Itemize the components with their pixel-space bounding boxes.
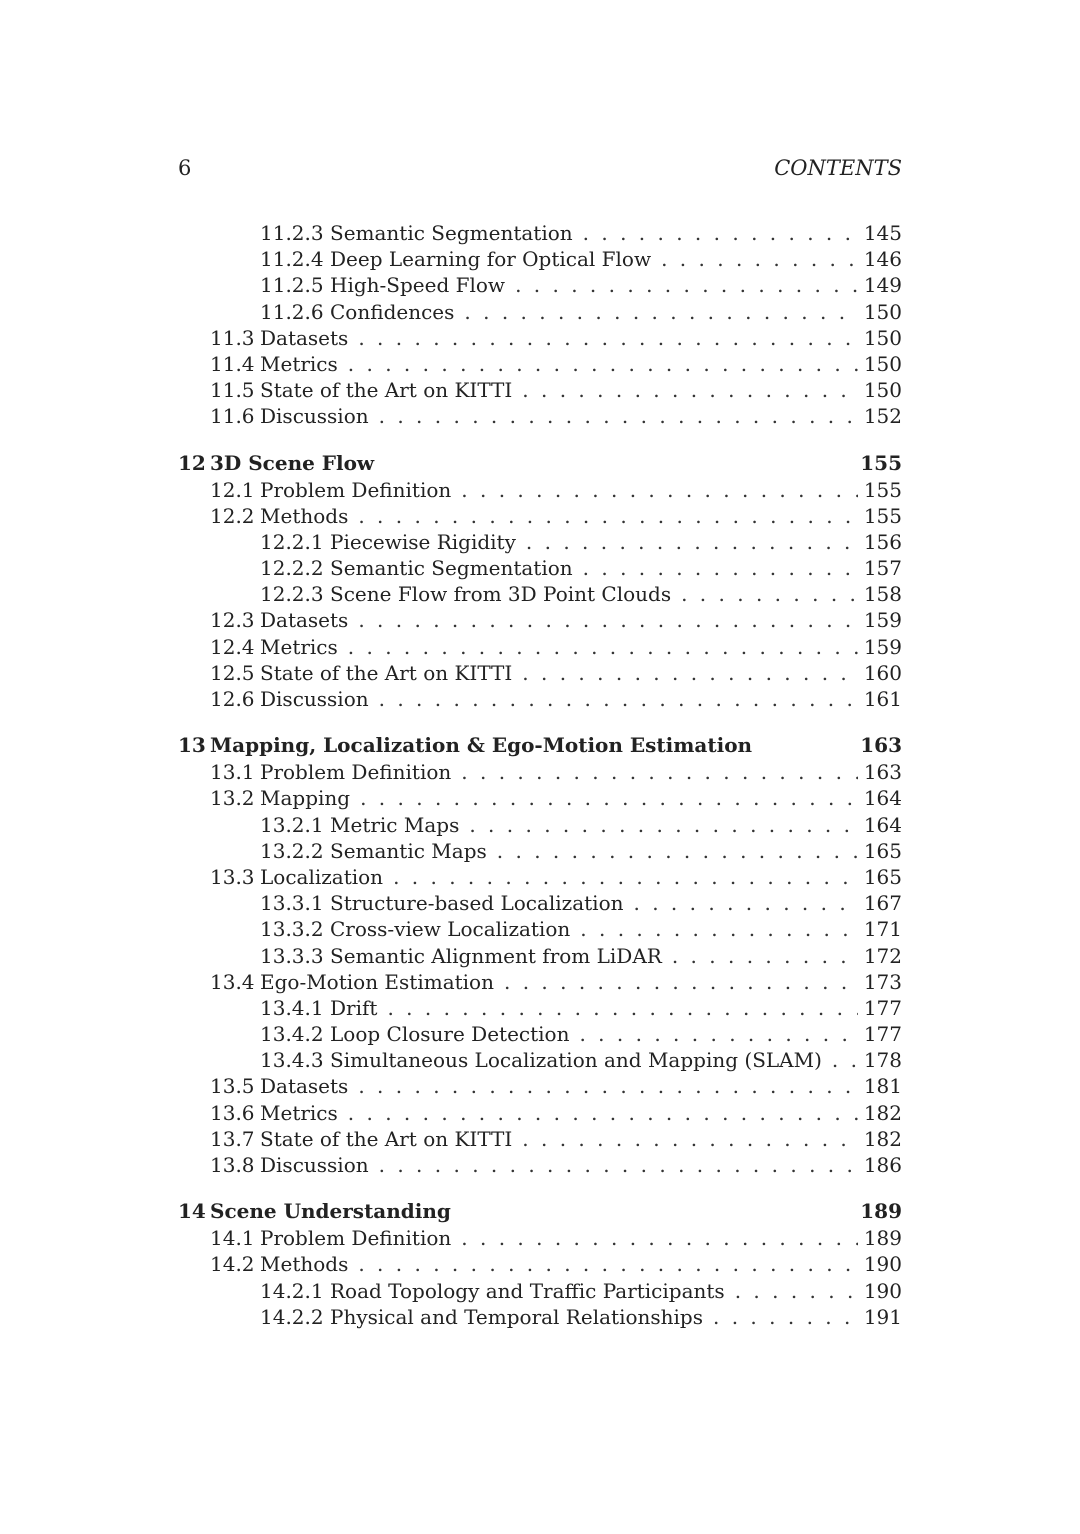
toc-leader-dots xyxy=(358,1251,857,1277)
toc-page-number: 182 xyxy=(863,1126,902,1151)
toc-page-number: 150 xyxy=(863,378,902,403)
toc-chapter-title: Scene Understanding xyxy=(210,1199,451,1224)
toc-entry-title: Loop Closure Detection xyxy=(330,1022,570,1047)
toc-section-entry xyxy=(178,503,902,529)
toc-leader-dots xyxy=(393,864,858,890)
toc-section-entry xyxy=(178,759,902,785)
toc-subsection-entry xyxy=(178,890,902,916)
toc-entry-number: 13.3.1 xyxy=(260,891,324,916)
toc-page-number: 150 xyxy=(863,351,902,376)
toc-chapter-entry xyxy=(178,732,902,759)
toc-leader-dots xyxy=(358,607,857,633)
toc-page-number: 190 xyxy=(863,1252,902,1277)
toc-entry-title: State of the Art on KITTI xyxy=(260,378,513,403)
toc-page-number: 145 xyxy=(863,221,902,245)
toc-subsection-entry xyxy=(178,529,902,555)
toc-page-number: 163 xyxy=(863,760,902,785)
toc-leader-dots xyxy=(634,890,858,916)
toc-leader-dots xyxy=(504,969,858,995)
toc-leader-dots xyxy=(497,838,858,864)
toc-page-number: 167 xyxy=(863,891,902,916)
toc-leader-dots xyxy=(522,377,858,403)
toc-page-number: 177 xyxy=(863,1022,902,1047)
toc-page-number: 181 xyxy=(863,1074,902,1099)
toc-leader-dots xyxy=(379,1152,858,1178)
toc-section-entry xyxy=(178,403,902,429)
toc-entry-number: 11.3 xyxy=(210,325,255,350)
toc-section-entry xyxy=(178,1225,902,1251)
toc-leader-dots xyxy=(348,351,858,377)
toc-subsection-entry xyxy=(178,1021,902,1047)
toc-page-number: 189 xyxy=(860,1199,902,1224)
toc-entry-title: Metrics xyxy=(260,1100,338,1125)
toc-entry-number: 13.7 xyxy=(210,1126,255,1151)
toc-page-number: 159 xyxy=(863,634,902,659)
toc-leader-dots xyxy=(348,1100,858,1126)
toc-entry-title: Mapping xyxy=(260,786,351,811)
toc-page-number: 155 xyxy=(860,450,902,475)
toc-leader-dots xyxy=(832,1047,858,1073)
toc-section-entry xyxy=(178,660,902,686)
page-number: 6 xyxy=(178,156,192,180)
toc-page-number: 177 xyxy=(863,995,902,1020)
toc-entry-number: 13.2.1 xyxy=(260,812,324,837)
toc-entry-title: Metric Maps xyxy=(330,812,460,837)
toc-entry-number: 11.2.5 xyxy=(260,273,324,298)
toc-entry-number: 12.4 xyxy=(210,634,255,659)
toc-entry-title: Datasets xyxy=(260,1074,349,1099)
toc-page-number: 155 xyxy=(863,477,902,502)
toc-page-number: 155 xyxy=(863,503,902,528)
toc-section-entry xyxy=(178,1100,902,1126)
toc-page-number: 152 xyxy=(863,404,902,429)
toc-entry-number: 13.3 xyxy=(210,864,255,889)
toc-leader-dots xyxy=(672,943,858,969)
toc-chapter-entry xyxy=(178,1198,902,1225)
toc-section-entry xyxy=(178,325,902,351)
toc-subsection-entry xyxy=(178,838,902,864)
toc-page-number: 171 xyxy=(863,917,902,942)
toc-entry-title: State of the Art on KITTI xyxy=(260,660,513,685)
table-of-contents xyxy=(178,220,902,1330)
toc-leader-dots xyxy=(379,686,858,712)
toc-subsection-entry xyxy=(178,812,902,838)
toc-entry-title: Discussion xyxy=(260,404,369,429)
toc-entry-title: High-Speed Flow xyxy=(330,273,506,298)
toc-leader-dots xyxy=(360,785,858,811)
toc-entry-title: Discussion xyxy=(260,1153,369,1177)
toc-entry-title: Discussion xyxy=(260,687,369,711)
toc-page-number: 189 xyxy=(863,1226,902,1251)
toc-chapter-title: Mapping, Localization & Ego-Motion Estimation xyxy=(210,733,753,758)
toc-page-number: 182 xyxy=(863,1100,902,1125)
toc-page-number: 178 xyxy=(863,1048,902,1073)
toc-entry-number: 11.4 xyxy=(210,351,255,376)
toc-entry-number: 12.1 xyxy=(210,477,255,502)
toc-page-number: 159 xyxy=(863,608,902,633)
toc-section-entry xyxy=(178,1073,902,1099)
toc-entry-number: 13.2 xyxy=(210,786,255,811)
toc-section-entry xyxy=(178,351,902,377)
toc-leader-dots xyxy=(713,1304,858,1330)
toc-entry-title: Simultaneous Localization and Mapping (SLAM) xyxy=(330,1048,822,1073)
toc-entry-title: Confidences xyxy=(330,299,455,324)
toc-chapter-number: 14 xyxy=(178,1199,206,1224)
toc-page-number: 150 xyxy=(863,325,902,350)
toc-subsection-entry xyxy=(178,995,902,1021)
toc-leader-dots xyxy=(461,477,858,503)
toc-subsection-entry xyxy=(178,220,902,246)
toc-subsection-entry xyxy=(178,1278,902,1304)
toc-entry-number: 13.4.2 xyxy=(260,1022,324,1047)
toc-entry-title: Metrics xyxy=(260,351,338,376)
toc-leader-dots xyxy=(464,299,857,325)
toc-section-entry xyxy=(178,686,902,712)
toc-page-number: 158 xyxy=(863,582,902,607)
toc-entry-title: Semantic Segmentation xyxy=(330,556,573,581)
toc-section-entry xyxy=(178,1126,902,1152)
toc-entry-number: 13.1 xyxy=(210,760,255,785)
toc-entry-number: 14.2 xyxy=(210,1252,255,1277)
toc-entry-title: Methods xyxy=(260,503,349,528)
toc-section-entry xyxy=(178,1251,902,1277)
toc-leader-dots xyxy=(580,916,858,942)
toc-entry-title: Datasets xyxy=(260,325,349,350)
toc-entry-number: 11.2.3 xyxy=(260,221,324,245)
toc-chapter-title: 3D Scene Flow xyxy=(210,450,375,475)
toc-entry-title: Deep Learning for Optical Flow xyxy=(330,247,652,272)
toc-page-number: 156 xyxy=(863,529,902,554)
toc-entry-title: Physical and Temporal Relationships xyxy=(330,1304,703,1329)
toc-entry-number: 13.6 xyxy=(210,1100,255,1125)
toc-entry-number: 13.4 xyxy=(210,969,255,994)
toc-section-entry xyxy=(178,785,902,811)
toc-entry-number: 12.2.1 xyxy=(260,529,324,554)
toc-page-number: 164 xyxy=(863,812,902,837)
toc-entry-number: 14.2.1 xyxy=(260,1278,324,1303)
toc-subsection-entry xyxy=(178,299,902,325)
toc-leader-dots xyxy=(522,660,858,686)
toc-entry-title: Problem Definition xyxy=(260,477,452,502)
toc-entry-number: 14.1 xyxy=(210,1226,255,1251)
toc-page-number: 146 xyxy=(863,247,902,272)
toc-leader-dots xyxy=(461,1225,858,1251)
toc-entry-number: 13.8 xyxy=(210,1153,255,1177)
toc-page-number: 150 xyxy=(863,299,902,324)
toc-entry-title: Semantic Segmentation xyxy=(330,221,573,245)
toc-leader-dots xyxy=(735,1278,858,1304)
toc-leader-dots xyxy=(579,1021,857,1047)
toc-section-entry xyxy=(178,607,902,633)
toc-leader-dots xyxy=(583,220,858,246)
toc-section-entry xyxy=(178,634,902,660)
toc-page-number: 161 xyxy=(863,687,902,711)
toc-entry-title: State of the Art on KITTI xyxy=(260,1126,513,1151)
toc-entry-title: Scene Flow from 3D Point Clouds xyxy=(330,582,672,607)
toc-leader-dots xyxy=(515,272,858,298)
toc-leader-dots xyxy=(461,759,858,785)
toc-entry-number: 12.6 xyxy=(210,687,255,711)
toc-entry-title: Problem Definition xyxy=(260,1226,452,1251)
toc-page-number: 190 xyxy=(863,1278,902,1303)
toc-subsection-entry xyxy=(178,555,902,581)
toc-page-number: 160 xyxy=(863,660,902,685)
toc-leader-dots xyxy=(583,555,858,581)
toc-entry-title: Piecewise Rigidity xyxy=(330,529,516,554)
toc-entry-title: Datasets xyxy=(260,608,349,633)
toc-entry-number: 13.3.2 xyxy=(260,917,324,942)
toc-page-number: 164 xyxy=(863,786,902,811)
toc-entry-title: Ego-Motion Estimation xyxy=(260,969,494,994)
toc-subsection-entry xyxy=(178,272,902,298)
toc-leader-dots xyxy=(387,995,857,1021)
toc-entry-number: 11.2.4 xyxy=(260,247,324,272)
toc-section-entry xyxy=(178,969,902,995)
toc-entry-number: 11.6 xyxy=(210,404,255,429)
toc-entry-title: Road Topology and Traffic Participants xyxy=(330,1278,725,1303)
toc-entry-number: 12.2.3 xyxy=(260,582,324,607)
toc-entry-number: 13.4.1 xyxy=(260,995,324,1020)
toc-entry-number: 13.3.3 xyxy=(260,943,324,968)
toc-chapter-entry xyxy=(178,450,902,477)
toc-leader-dots xyxy=(358,1073,857,1099)
toc-entry-number: 14.2.2 xyxy=(260,1304,324,1329)
toc-leader-dots xyxy=(379,403,858,429)
running-title: CONTENTS xyxy=(774,156,902,180)
toc-section-entry xyxy=(178,477,902,503)
toc-page-number: 149 xyxy=(863,273,902,298)
toc-page-number: 191 xyxy=(863,1304,902,1329)
toc-page-number: 165 xyxy=(863,864,902,889)
toc-subsection-entry xyxy=(178,943,902,969)
toc-section-entry xyxy=(178,864,902,890)
toc-entry-title: Drift xyxy=(330,995,378,1020)
toc-page-number: 163 xyxy=(860,733,902,758)
toc-entry-title: Methods xyxy=(260,1252,349,1277)
toc-leader-dots xyxy=(469,812,857,838)
toc-subsection-entry xyxy=(178,1047,902,1073)
toc-entry-number: 12.5 xyxy=(210,660,255,685)
toc-subsection-entry xyxy=(178,246,902,272)
toc-entry-title: Semantic Alignment from LiDAR xyxy=(330,943,662,968)
toc-entry-number: 12.2 xyxy=(210,503,255,528)
toc-leader-dots xyxy=(681,581,858,607)
toc-leader-dots xyxy=(522,1126,858,1152)
toc-page-number: 157 xyxy=(863,556,902,581)
toc-entry-title: Problem Definition xyxy=(260,760,452,785)
toc-page-number: 173 xyxy=(863,969,902,994)
toc-section-entry xyxy=(178,1152,902,1178)
toc-entry-title: Structure-based Localization xyxy=(330,891,624,916)
toc-subsection-entry xyxy=(178,581,902,607)
toc-page-number: 165 xyxy=(863,838,902,863)
toc-section-entry xyxy=(178,377,902,403)
toc-page-number: 186 xyxy=(863,1153,902,1177)
toc-entry-title: Localization xyxy=(260,864,384,889)
toc-leader-dots xyxy=(348,634,858,660)
toc-entry-number: 12.3 xyxy=(210,608,255,633)
toc-entry-number: 13.2.2 xyxy=(260,838,324,863)
toc-leader-dots xyxy=(358,503,857,529)
toc-entry-number: 11.2.6 xyxy=(260,299,324,324)
toc-chapter-number: 12 xyxy=(178,450,206,475)
toc-entry-number: 13.5 xyxy=(210,1074,255,1099)
toc-entry-title: Metrics xyxy=(260,634,338,659)
toc-page-number: 172 xyxy=(863,943,902,968)
page-header xyxy=(178,156,902,186)
toc-entry-number: 11.5 xyxy=(210,378,255,403)
toc-leader-dots xyxy=(358,325,857,351)
toc-subsection-entry xyxy=(178,916,902,942)
toc-entry-title: Cross-view Localization xyxy=(330,917,571,942)
toc-subsection-entry xyxy=(178,1304,902,1330)
toc-chapter-number: 13 xyxy=(178,733,206,758)
toc-leader-dots xyxy=(661,246,858,272)
toc-entry-title: Semantic Maps xyxy=(330,838,487,863)
toc-entry-number: 12.2.2 xyxy=(260,556,324,581)
toc-leader-dots xyxy=(526,529,858,555)
toc-entry-number: 13.4.3 xyxy=(260,1048,324,1073)
